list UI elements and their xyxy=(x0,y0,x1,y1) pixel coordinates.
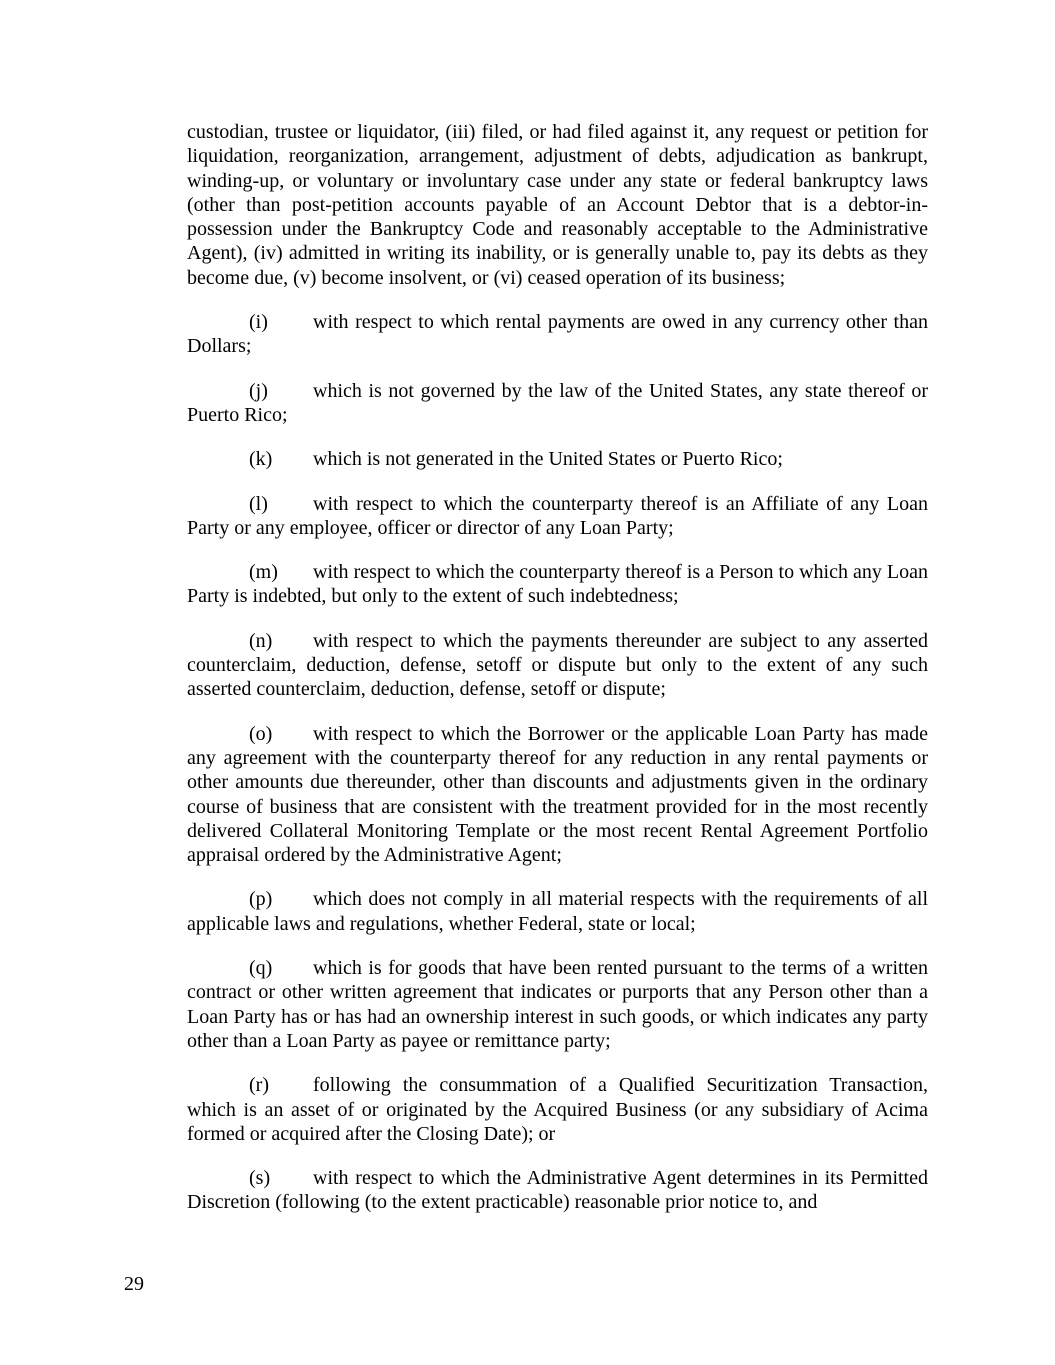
item-marker: (o) xyxy=(249,722,273,745)
item-marker: (j) xyxy=(249,379,268,402)
paragraph-r xyxy=(187,1073,928,1146)
item-marker: (l) xyxy=(249,492,268,515)
paragraph-p xyxy=(187,887,928,936)
paragraph-n xyxy=(187,629,928,702)
paragraph-o xyxy=(187,722,928,868)
paragraph-i xyxy=(187,310,928,359)
paragraph-s xyxy=(187,1166,928,1215)
paragraph-continuation xyxy=(187,120,928,290)
item-marker: (n) xyxy=(249,629,273,652)
paragraph-text: with respect to which the counterparty thereof is an Affiliate of any Loan Party or any employee, officer or director of any Loan Party; xyxy=(187,492,928,539)
item-marker: (r) xyxy=(249,1074,269,1097)
paragraph-text: with respect to which the counterparty thereof is a Person to which any Loan Party is indebted, but only to the extent of such indebtedness; xyxy=(187,561,928,608)
paragraph-text: which is not generated in the United States or Puerto Rico; xyxy=(313,448,783,471)
paragraph-text: with respect to which the payments thereunder are subject to any asserted counterclaim, deduction, defense, setoff or dispute but only to the extent of any such asserted counterclaim, deduction, defense, setoff or dispute; xyxy=(187,629,928,701)
document-text-block xyxy=(187,120,928,1235)
paragraph-k xyxy=(187,447,928,471)
page-number: 29 xyxy=(124,1273,144,1295)
item-marker: (m) xyxy=(249,561,278,584)
paragraph-text: which is not governed by the law of the United States, any state thereof or Puerto Rico; xyxy=(187,379,928,426)
paragraph-text: with respect to which the Administrative Agent determines in its Permitted Discretion (following (to the extent practicable) reasonable prior notice to, and xyxy=(187,1167,928,1214)
paragraph-text: with respect to which rental payments are owed in any currency other than Dollars; xyxy=(187,311,928,358)
paragraph-j xyxy=(187,379,928,428)
paragraph-text: with respect to which the Borrower or the applicable Loan Party has made any agreement with the counterparty thereof for any reduction in any rental payments or other amounts due thereunder, other than discounts and adjustments given in the ordinary course of business that are consistent with the treatment provided for in the most recently delivered Collateral Monitoring Template or the most recent Rental Agreement Portfolio appraisal ordered by the Administrative Agent; xyxy=(187,722,928,867)
paragraph-q xyxy=(187,956,928,1053)
paragraph-l xyxy=(187,492,928,541)
paragraph-text: which is for goods that have been rented pursuant to the terms of a written contract or other written agreement that indicates or purports that any Person other than a Loan Party has or has had an ownership interest in such goods, or which indicates any party other than a Loan Party as payee or remittance party; xyxy=(187,957,928,1052)
paragraph-text: custodian, trustee or liquidator, (iii) filed, or had filed against it, any request or petition for liquidation, reorganization, arrangement, adjustment of debts, adjudication as bankrupt, winding-up, or voluntary or involuntary case under any state or federal bankruptcy laws (other than post-petition accounts payable of an Account Debtor that is a debtor-in-possession under the Bankruptcy Code and reasonably acceptable to the Administrative Agent), (iv) admitted in writing its inability, or is generally unable to, pay its debts as they become due, (v) become insolvent, or (vi) ceased operation of its business; xyxy=(187,121,928,289)
paragraph-text: which does not comply in all material respects with the requirements of all applicable laws and regulations, whether Federal, state or local; xyxy=(187,888,928,935)
item-marker: (p) xyxy=(249,888,273,911)
item-marker: (q) xyxy=(249,957,273,980)
item-marker: (s) xyxy=(249,1167,271,1190)
item-marker: (k) xyxy=(249,448,273,471)
paragraph-m xyxy=(187,560,928,609)
paragraph-text: following the consummation of a Qualified Securitization Transaction, which is an asset of or originated by the Acquired Business (or any subsidiary of Acima formed or acquired after the Closing Date); or xyxy=(187,1074,928,1145)
item-marker: (i) xyxy=(249,311,268,334)
